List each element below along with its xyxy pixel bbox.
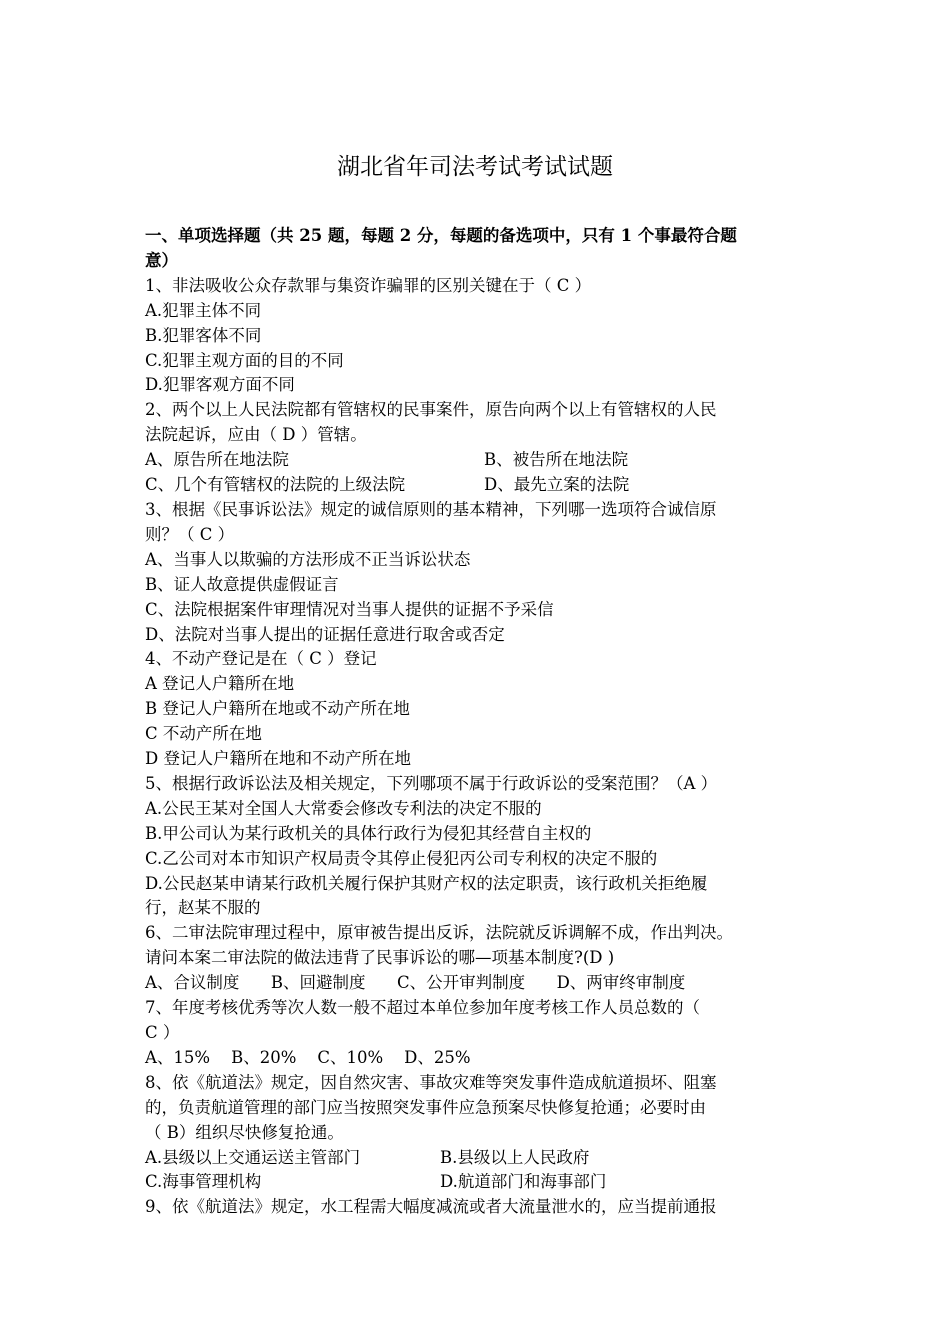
question-6 bbox=[145, 921, 810, 996]
document-title: 湖北省年司法考试考试试题 bbox=[337, 154, 613, 180]
option-row bbox=[145, 1170, 810, 1195]
option-b: B、证人故意提供虚假证言 bbox=[145, 574, 339, 594]
question-stem: 7、年度考核优秀等次人数一般不超过本单位参加年度考核工作人员总数的（ bbox=[145, 998, 700, 1018]
option-d: D、最先立案的法院 bbox=[484, 475, 630, 495]
section-heading: 一、单项选择题（共 25 题，每题 2 分，每题的备选项中，只有 1 个事最符合题 bbox=[145, 226, 737, 245]
question-stem: 4、不动产登记是在（ C ）登记 bbox=[145, 649, 377, 669]
option-a: A.犯罪主体不同 bbox=[145, 300, 262, 320]
question-stem-continued: C ） bbox=[145, 1023, 180, 1042]
option-d: D 登记人户籍所在地和不动产所在地 bbox=[145, 749, 411, 769]
question-stem-continued: 请问本案二审法院的做法违背了民事诉讼的哪—项基本制度?(D ) bbox=[145, 948, 615, 968]
option-a: A、原告所在地法院 bbox=[145, 450, 289, 470]
option-d: D.航道部门和海事部门 bbox=[440, 1172, 607, 1192]
question-stem-continued: 的，负责航道管理的部门应当按照突发事件应急预案尽快修复抢通；必要时由 bbox=[145, 1097, 706, 1117]
option-c: C、几个有管辖权的法院的上级法院 bbox=[145, 475, 406, 495]
question-stem: 1、非法吸收公众存款罪与集资诈骗罪的区别关键在于（ C ） bbox=[145, 275, 592, 295]
option-c: C.犯罪主观方面的目的不同 bbox=[145, 350, 344, 370]
question-stem: 2、两个以上人民法院都有管辖权的民事案件，原告向两个以上有管辖权的人民 bbox=[145, 400, 717, 420]
question-stem-continued: 则？（ C ） bbox=[145, 524, 235, 544]
option-d: D、法院对当事人提出的证据任意进行取舍或否定 bbox=[145, 624, 505, 644]
option-d: D.犯罪客观方面不同 bbox=[145, 375, 295, 395]
question-stem: 5、根据行政诉讼法及相关规定，下列哪项不属于行政诉讼的受案范围？（A ） bbox=[145, 773, 718, 793]
option-b: B.甲公司认为某行政机关的具体行政行为侵犯其经营自主权的 bbox=[145, 823, 592, 843]
option-b: B、被告所在地法院 bbox=[484, 450, 629, 470]
question-8 bbox=[145, 1071, 810, 1196]
option-row: A、15% B、20% C、10% D、25% bbox=[145, 1047, 471, 1067]
question-3 bbox=[145, 498, 810, 647]
option-a: A、当事人以欺骗的方法形成不正当诉讼状态 bbox=[145, 549, 471, 569]
question-4 bbox=[145, 647, 810, 772]
question-stem-continued: （ B）组织尽快修复抢通。 bbox=[145, 1122, 344, 1142]
option-c: C 不动产所在地 bbox=[145, 724, 262, 744]
option-row bbox=[145, 473, 810, 498]
option-c: C.乙公司对本市知识产权局责令其停止侵犯丙公司专利权的决定不服的 bbox=[145, 848, 658, 868]
question-7 bbox=[145, 996, 810, 1071]
section-heading-continued: 意） bbox=[145, 250, 178, 270]
option-row bbox=[145, 1146, 810, 1171]
question-2 bbox=[145, 398, 810, 498]
option-c: C.海事管理机构 bbox=[145, 1172, 262, 1192]
option-row: A、合议制度 B、回避制度 C、公开审判制度 D、两审终审制度 bbox=[145, 973, 686, 993]
option-c: C、法院根据案件审理情况对当事人提供的证据不予采信 bbox=[145, 599, 554, 619]
option-b: B 登记人户籍所在地或不动产所在地 bbox=[145, 699, 410, 719]
option-a: A.县级以上交通运送主管部门 bbox=[145, 1147, 361, 1167]
option-b: B.县级以上人民政府 bbox=[440, 1147, 590, 1167]
question-stem-continued: 法院起诉，应由（ D ）管辖。 bbox=[145, 425, 367, 445]
option-a: A.公民王某对全国人大常委会修改专利法的决定不服的 bbox=[145, 798, 542, 818]
question-stem: 3、根据《民事诉讼法》规定的诚信原则的基本精神，下列哪一选项符合诚信原 bbox=[145, 499, 717, 519]
question-5 bbox=[145, 772, 810, 921]
option-a: A 登记人户籍所在地 bbox=[145, 674, 295, 694]
document-body bbox=[145, 224, 810, 1220]
option-d-continued: 行，赵某不服的 bbox=[145, 898, 261, 918]
question-1 bbox=[145, 274, 810, 399]
question-9 bbox=[145, 1195, 810, 1220]
option-d: D.公民赵某申请某行政机关履行保护其财产权的法定职责，该行政机关拒绝履 bbox=[145, 873, 708, 893]
question-stem: 9、依《航道法》规定，水工程需大幅度减流或者大流量泄水的，应当提前通报 bbox=[145, 1197, 717, 1217]
question-stem: 6、二审法院审理过程中，原审被告提出反诉，法院就反诉调解不成，作出判决。 bbox=[145, 923, 733, 943]
question-stem: 8、依《航道法》规定，因自然灾害、事故灾难等突发事件造成航道损坏、阻塞 bbox=[145, 1072, 717, 1092]
option-b: B.犯罪客体不同 bbox=[145, 325, 262, 345]
option-row bbox=[145, 448, 810, 473]
